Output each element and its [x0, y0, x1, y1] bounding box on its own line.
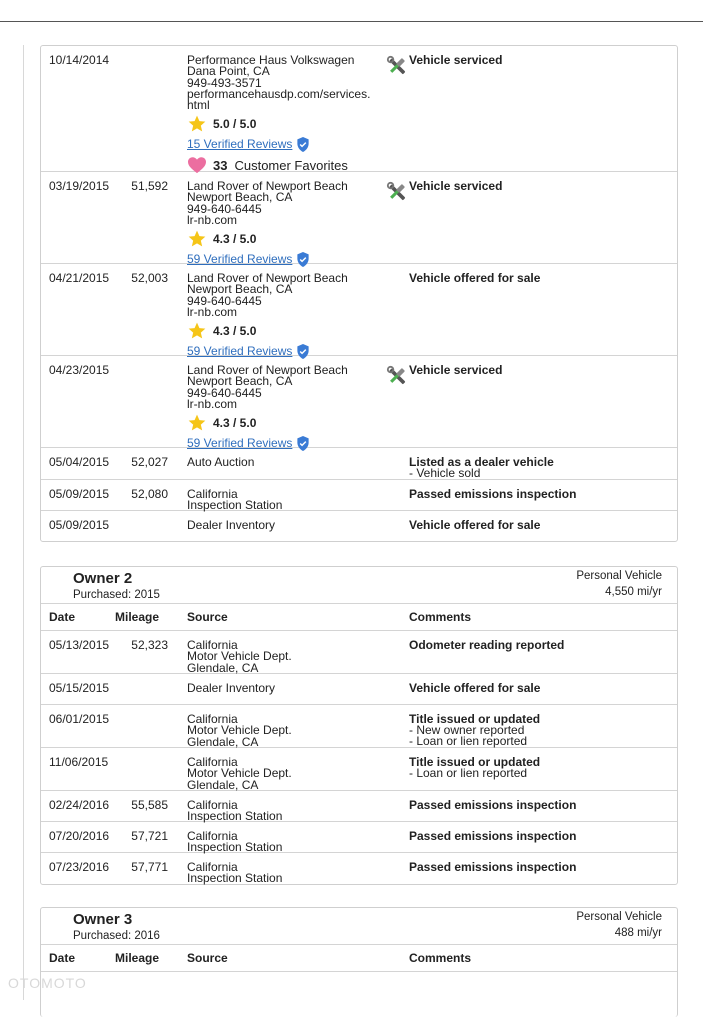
- table-row: [41, 46, 677, 172]
- table-row: [41, 264, 677, 359]
- source-line[interactable]: lr-nb.com: [187, 304, 238, 319]
- comment-title: Vehicle offered for sale: [409, 271, 541, 285]
- record-mileage: 57,771: [131, 860, 168, 874]
- comment-title: Title issued or updated: [409, 712, 541, 726]
- owner-header: [41, 908, 677, 945]
- record-date: 05/15/2015: [49, 681, 110, 695]
- record-comment: [409, 640, 669, 651]
- source-line: 949-640-6445: [187, 385, 262, 400]
- source-line: California: [187, 487, 238, 501]
- dealer-rating: [187, 414, 372, 432]
- header-mileage: Mileage: [115, 951, 160, 965]
- verified-reviews-link[interactable]: [187, 137, 372, 152]
- record-source: [187, 489, 372, 512]
- record-mileage: 52,003: [131, 271, 168, 285]
- source-line: California: [187, 829, 238, 843]
- record-date: 11/06/2015: [49, 755, 109, 769]
- source-line: Land Rover of Newport Beach: [187, 271, 348, 285]
- rating-value: 4.3 / 5.0: [213, 323, 257, 338]
- comment-title: Passed emissions inspection: [409, 798, 577, 812]
- record-date: 07/20/2016: [49, 829, 110, 843]
- record-date: 03/19/2015: [49, 179, 110, 193]
- comment-title: Vehicle offered for sale: [409, 681, 541, 695]
- star-icon: [187, 229, 207, 249]
- record-source: [187, 181, 372, 267]
- record-comment: [409, 800, 669, 811]
- header-date: Date: [49, 610, 76, 624]
- source-line: Newport Beach, CA: [187, 374, 293, 389]
- owner-title: Owner 3: [73, 911, 133, 928]
- comment-title: Title issued or updated: [409, 755, 541, 769]
- owner-mileage-rate: 4,550 mi/yr: [605, 586, 662, 598]
- source-line: California: [187, 638, 238, 652]
- table-row: [41, 511, 677, 541]
- source-line: Performance Haus Volkswagen: [187, 53, 355, 67]
- record-comment: [409, 520, 669, 531]
- reviews-label[interactable]: 59 Verified Reviews: [187, 344, 293, 359]
- star-icon: [187, 114, 207, 134]
- source-line: Newport Beach, CA: [187, 282, 293, 297]
- source-line: Inspection Station: [187, 498, 283, 513]
- source-line: Inspection Station: [187, 871, 283, 886]
- comment-line: - Vehicle sold: [409, 466, 481, 480]
- record-source: [187, 640, 372, 674]
- reviews-label[interactable]: 59 Verified Reviews: [187, 436, 293, 451]
- header-comments: Comments: [409, 951, 472, 965]
- record-mileage: 55,585: [131, 798, 168, 812]
- comment-title: Passed emissions inspection: [409, 487, 577, 501]
- tools-icon: [386, 181, 408, 203]
- record-source: [187, 365, 372, 451]
- owner-title: Owner 2: [73, 570, 133, 587]
- tools-icon: [386, 55, 408, 77]
- record-mileage: 52,080: [131, 487, 168, 501]
- favorites-count: 33: [213, 157, 228, 173]
- header-date: Date: [49, 951, 76, 965]
- record-comment: [409, 181, 669, 192]
- source-line: Dana Point, CA: [187, 64, 270, 79]
- record-date: 07/23/2016: [49, 860, 110, 874]
- table-row: [41, 853, 677, 884]
- record-date: 04/23/2015: [49, 363, 110, 377]
- source-line: Motor Vehicle Dept.: [187, 766, 292, 781]
- source-line: California: [187, 798, 238, 812]
- record-source: [187, 457, 372, 468]
- record-source: [187, 862, 372, 885]
- table-row: [41, 172, 677, 267]
- source-line: Newport Beach, CA: [187, 190, 293, 205]
- record-date: 05/04/2015: [49, 455, 110, 469]
- dealer-rating: [187, 230, 372, 248]
- record-comment: [409, 489, 669, 500]
- source-line: Auto Auction: [187, 455, 255, 469]
- page-guide-line: [23, 45, 24, 1000]
- table-header: [41, 945, 677, 972]
- source-line: Glendale, CA: [187, 777, 259, 792]
- record-date: 05/09/2015: [49, 487, 110, 501]
- star-icon: [187, 321, 207, 341]
- record-mileage: 52,323: [131, 638, 168, 652]
- record-date: 02/24/2016: [49, 798, 110, 812]
- star-icon: [187, 413, 207, 433]
- comment-title: Odometer reading reported: [409, 638, 565, 652]
- owner-vehicle-type: Personal Vehicle: [576, 911, 662, 923]
- table-row: [41, 674, 677, 705]
- record-date: 04/21/2015: [49, 271, 110, 285]
- source-line: Dealer Inventory: [187, 518, 276, 532]
- source-line: Land Rover of Newport Beach: [187, 363, 348, 377]
- record-source: [187, 683, 372, 694]
- record-source: [187, 757, 372, 791]
- table-row: [41, 356, 677, 451]
- record-date: 05/09/2015: [49, 518, 110, 532]
- owner3-card: [40, 907, 678, 1017]
- table-header: [41, 604, 677, 631]
- record-comment: [409, 55, 669, 66]
- comment-line: - Loan or lien reported: [409, 734, 528, 748]
- verified-shield-icon: [296, 137, 310, 152]
- source-line: Inspection Station: [187, 809, 283, 824]
- source-line: Glendale, CA: [187, 734, 259, 749]
- record-date: 10/14/2014: [49, 53, 110, 67]
- record-comment: [409, 714, 669, 747]
- source-line: Motor Vehicle Dept.: [187, 649, 292, 664]
- rating-value: 4.3 / 5.0: [213, 415, 257, 430]
- table-row: [41, 822, 677, 853]
- header-source: Source: [187, 610, 228, 624]
- source-line[interactable]: lr-nb.com: [187, 212, 238, 227]
- table-row: [41, 480, 677, 511]
- source-line: 949-640-6445: [187, 201, 262, 216]
- record-mileage: 51,592: [131, 179, 168, 193]
- comment-title: Passed emissions inspection: [409, 860, 577, 874]
- comment-title: Vehicle offered for sale: [409, 518, 541, 532]
- header-source: Source: [187, 951, 228, 965]
- comment-title: Vehicle serviced: [409, 363, 503, 377]
- watermark: OTOMOTO: [8, 975, 87, 991]
- table-row: [41, 631, 677, 674]
- record-comment: [409, 365, 669, 376]
- comment-title: Vehicle serviced: [409, 53, 503, 67]
- owner-header: [41, 567, 677, 604]
- source-line: 949-493-3571: [187, 75, 262, 90]
- comment-title: Listed as a dealer vehicle: [409, 455, 554, 469]
- record-mileage: 52,027: [131, 455, 168, 469]
- comment-title: Passed emissions inspection: [409, 829, 577, 843]
- source-line[interactable]: html: [187, 98, 210, 113]
- source-line: 949-640-6445: [187, 293, 262, 308]
- source-line[interactable]: lr-nb.com: [187, 396, 238, 411]
- owner1-history-card: [40, 45, 678, 542]
- top-bar: [0, 0, 703, 22]
- source-line: Land Rover of Newport Beach: [187, 179, 348, 193]
- source-line: Motor Vehicle Dept.: [187, 723, 292, 738]
- source-line: Glendale, CA: [187, 660, 259, 675]
- table-row: [41, 448, 677, 480]
- dealer-rating: [187, 115, 372, 133]
- record-source: [187, 714, 372, 748]
- record-comment: [409, 457, 669, 479]
- owner-purchased: Purchased: 2015: [73, 589, 160, 601]
- table-row: [41, 705, 677, 748]
- record-source: [187, 800, 372, 823]
- header-mileage: Mileage: [115, 610, 160, 624]
- owner-purchased: Purchased: 2016: [73, 930, 160, 942]
- record-comment: [409, 683, 669, 694]
- header-comments: Comments: [409, 610, 472, 624]
- record-comment: [409, 757, 669, 779]
- record-source: [187, 55, 372, 174]
- owner-vehicle-type: Personal Vehicle: [576, 570, 662, 582]
- rating-value: 4.3 / 5.0: [213, 231, 257, 246]
- source-line[interactable]: performancehausdp.com/services.: [187, 86, 371, 101]
- record-mileage: 57,721: [131, 829, 168, 843]
- source-line: Inspection Station: [187, 840, 283, 855]
- source-line: California: [187, 755, 238, 769]
- record-date: 06/01/2015: [49, 712, 110, 726]
- table-row: [41, 748, 677, 791]
- record-comment: [409, 862, 669, 873]
- tools-icon: [386, 365, 408, 387]
- dealer-rating: [187, 322, 372, 340]
- comment-title: Vehicle serviced: [409, 179, 503, 193]
- record-date: 05/13/2015: [49, 638, 110, 652]
- reviews-label[interactable]: 59 Verified Reviews: [187, 252, 293, 267]
- record-source: [187, 273, 372, 359]
- source-line: Dealer Inventory: [187, 681, 276, 695]
- record-source: [187, 520, 372, 531]
- table-row: [41, 791, 677, 822]
- favorites-label: Customer Favorites: [234, 157, 348, 173]
- rating-value: 5.0 / 5.0: [213, 116, 257, 131]
- comment-line: - Loan or lien reported: [409, 766, 528, 780]
- record-comment: [409, 831, 669, 842]
- source-line: California: [187, 712, 238, 726]
- reviews-label[interactable]: 15 Verified Reviews: [187, 137, 293, 152]
- comment-line: - New owner reported: [409, 723, 525, 737]
- source-line: California: [187, 860, 238, 874]
- record-source: [187, 831, 372, 854]
- record-comment: [409, 273, 669, 284]
- owner-mileage-rate: 488 mi/yr: [614, 927, 662, 939]
- owner2-card: [40, 566, 678, 885]
